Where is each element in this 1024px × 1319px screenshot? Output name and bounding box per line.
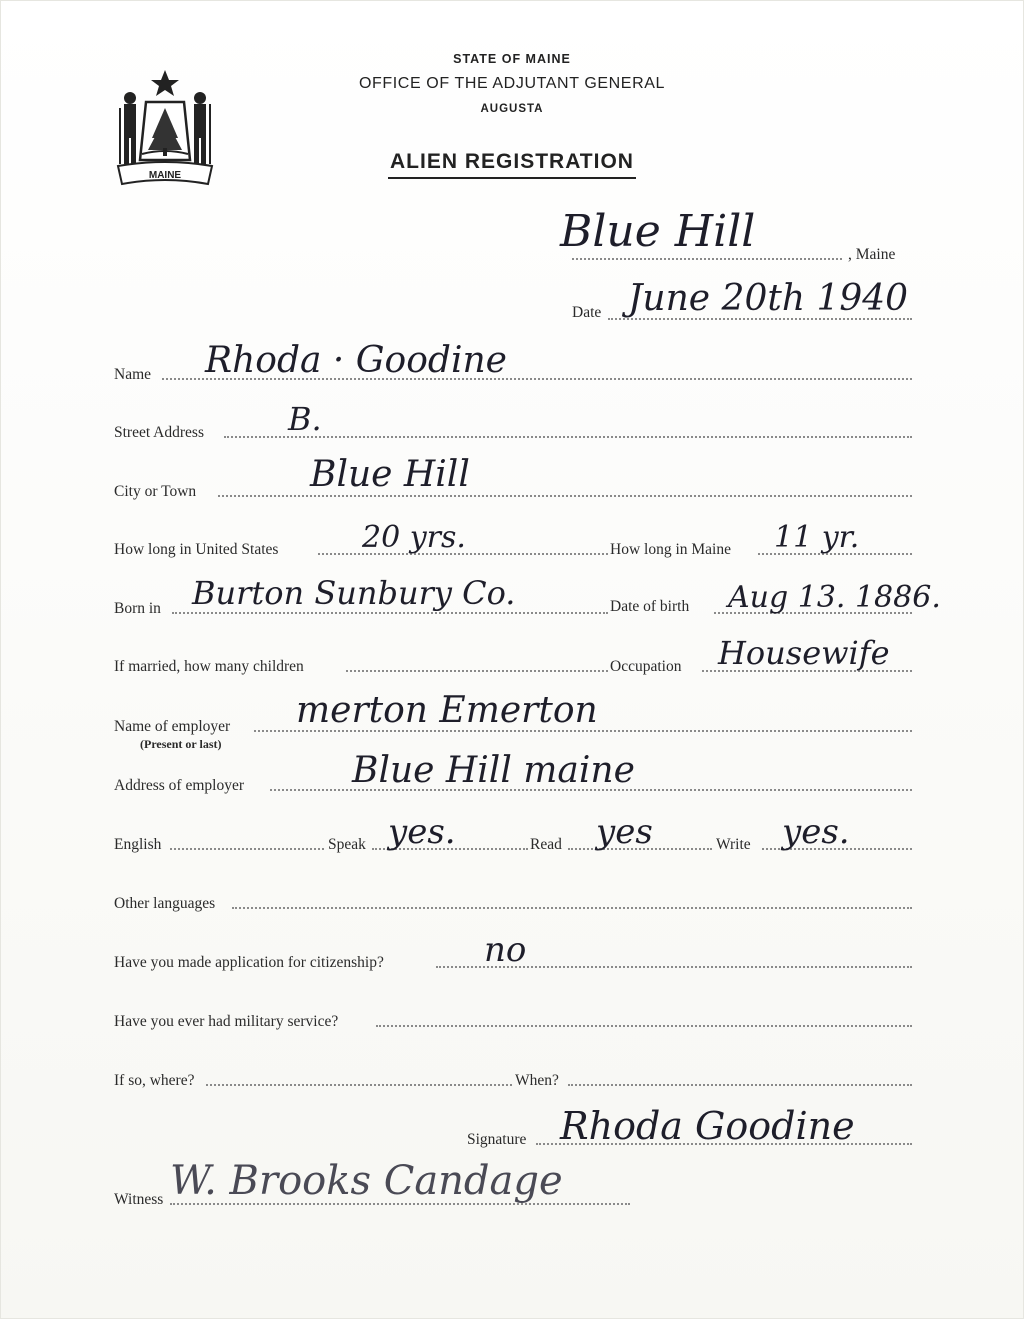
how-long-maine-entry[interactable]: 11 yr.	[774, 520, 860, 555]
write-entry[interactable]: yes.	[782, 812, 850, 852]
signature-label: Signature	[467, 1131, 527, 1148]
signature-entry[interactable]: Rhoda Goodine	[560, 1104, 855, 1148]
born-in-line	[172, 612, 608, 614]
street-address-line	[224, 436, 912, 438]
header-office: OFFICE OF THE ADJUTANT GENERAL	[358, 75, 666, 92]
other-languages-line	[232, 907, 912, 909]
city-or-town-entry[interactable]: Blue Hill	[310, 454, 470, 495]
when-label: When?	[515, 1072, 559, 1089]
born-in-entry[interactable]: Burton Sunbury Co.	[192, 574, 516, 612]
date-of-birth-label: Date of birth	[610, 598, 690, 615]
town-entry[interactable]: Blue Hill	[560, 206, 756, 257]
english-line	[170, 848, 324, 850]
header-city: AUGUSTA	[480, 103, 544, 115]
header-state: STATE OF MAINE	[453, 52, 571, 66]
military-label: Have you ever had military service?	[114, 1013, 339, 1030]
speak-entry[interactable]: yes.	[388, 812, 456, 852]
street-address-entry[interactable]: B.	[288, 400, 322, 438]
how-long-us-label: How long in United States	[114, 541, 279, 558]
date-of-birth-entry[interactable]: Aug 13. 1886.	[728, 580, 941, 615]
occupation-label: Occupation	[610, 658, 682, 675]
form-title	[0, 150, 1024, 174]
street-address-label: Street Address	[114, 424, 204, 441]
where-label: If so, where?	[114, 1072, 195, 1089]
employer-address-label: Address of employer	[114, 777, 244, 794]
form-title-text: ALIEN REGISTRATION	[388, 150, 636, 179]
name-entry[interactable]: Rhoda · Goodine	[205, 340, 507, 381]
when-line	[568, 1084, 912, 1086]
employer-name-label: Name of employer	[114, 718, 231, 735]
name-label: Name	[114, 366, 152, 383]
how-long-maine-label: How long in Maine	[610, 541, 731, 558]
town-line	[572, 258, 842, 260]
born-in-label: Born in	[114, 600, 161, 617]
employer-name-entry[interactable]: merton Emerton	[296, 690, 598, 731]
witness-entry[interactable]: W. Brooks Candage	[170, 1158, 563, 1204]
city-or-town-label: City or Town	[114, 483, 197, 500]
write-label: Write	[716, 836, 751, 853]
how-long-us-entry[interactable]: 20 yrs.	[362, 520, 466, 555]
children-label: If married, how many children	[114, 658, 304, 675]
read-label: Read	[530, 836, 562, 853]
city-or-town-line	[218, 495, 912, 497]
citizenship-label: Have you made application for citizenship?	[114, 954, 384, 971]
military-line	[376, 1025, 912, 1027]
date-label: Date	[572, 304, 602, 321]
where-line	[206, 1084, 512, 1086]
children-line	[346, 670, 608, 672]
citizenship-entry[interactable]: no	[484, 930, 527, 970]
date-entry[interactable]: June 20th 1940	[628, 278, 909, 319]
other-languages-label: Other languages	[114, 895, 216, 912]
employer-address-entry[interactable]: Blue Hill maine	[352, 750, 635, 791]
maine-label: , Maine	[848, 246, 896, 263]
employer-note-label: (Present or last)	[140, 737, 222, 751]
speak-label: Speak	[328, 836, 366, 853]
occupation-entry[interactable]: Housewife	[718, 634, 890, 672]
read-entry[interactable]: yes	[596, 812, 653, 852]
seal-text: MAINE	[148, 170, 182, 181]
english-label: English	[114, 836, 162, 853]
witness-label: Witness	[114, 1191, 164, 1208]
